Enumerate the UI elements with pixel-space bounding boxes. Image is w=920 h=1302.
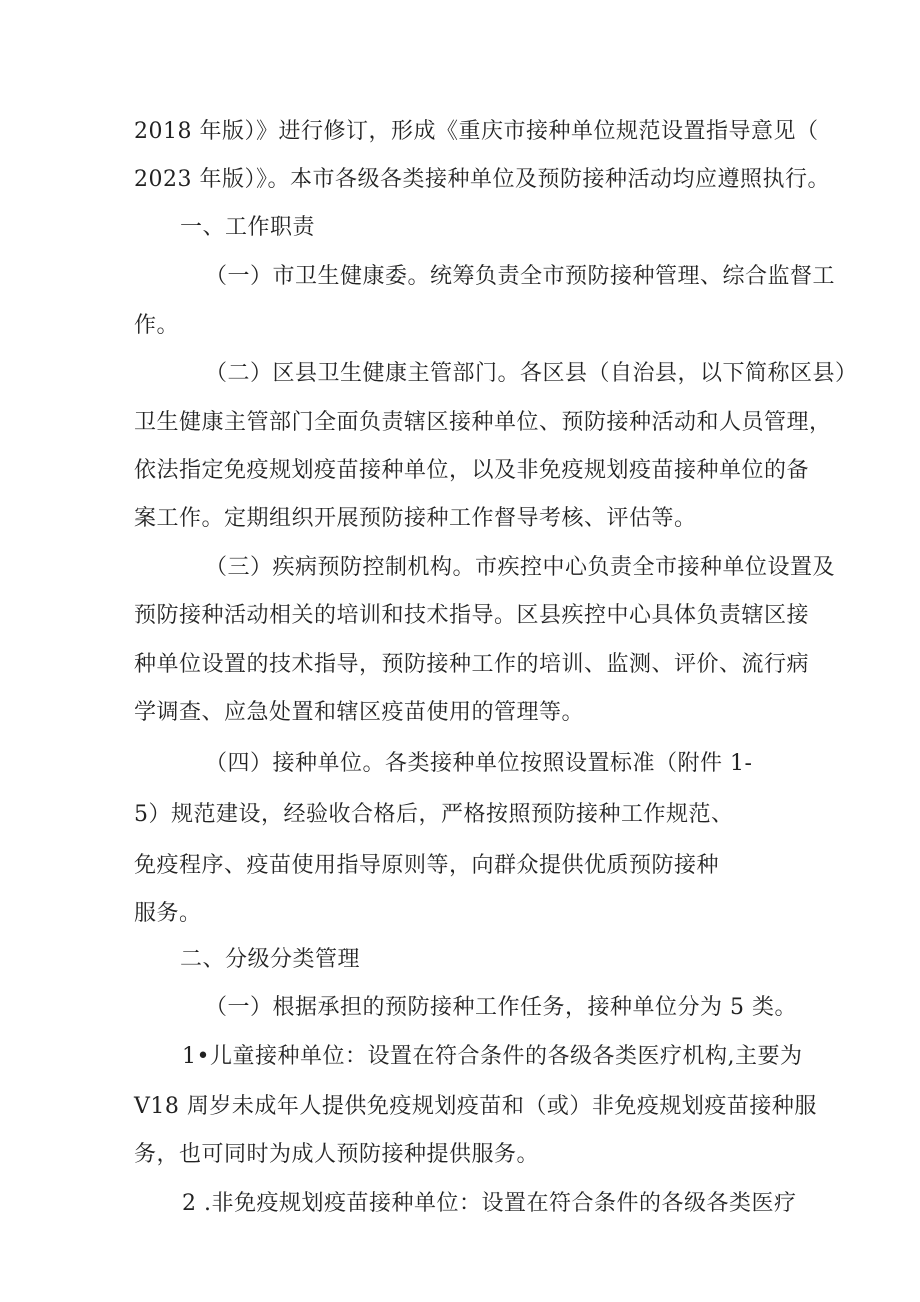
text-line: 预防接种活动相关的培训和技术指导。区县疾控中心具体负责辖区接 (134, 603, 810, 628)
text-line: 2023 年版）》。本市各级各类接种单位及预防接种活动均应遵照执行。 (134, 167, 830, 192)
text-line: V18 周岁未成年人提供免疫规划疫苗和（或）非免疫规划疫苗接种服 (134, 1094, 817, 1119)
text-line: 1•儿童接种单位：设置在符合条件的各级各类医疗机构,主要为 (182, 1044, 803, 1069)
text-line: 作。 (134, 313, 180, 338)
text-line: 依法指定免疫规划疫苗接种单位，以及非免疫规划疫苗接种单位的备 (134, 458, 810, 483)
text-line: 学调查、应急处置和辖区疫苗使用的管理等。 (134, 700, 585, 725)
text-line: 案工作。定期组织开展预防接种工作督导考核、评估等。 (134, 506, 697, 531)
section-heading: 二、分级分类管理 (180, 947, 361, 972)
text-line: （二）区县卫生健康主管部门。各区县（自治县，以下简称区县） (205, 361, 858, 386)
text-line: 服务。 (134, 901, 202, 926)
text-line: （四）接种单位。各类接种单位按照设置标准（附件 1- (205, 751, 753, 776)
section-heading: 一、工作职责 (180, 215, 316, 240)
text-line: （一）根据承担的预防接种工作任务，接种单位分为 5 类。 (205, 995, 797, 1020)
text-line: 5）规范建设，经验收合格后，严格按照预防接种工作规范、 (134, 802, 734, 827)
text-line: 卫生健康主管部门全面负责辖区接种单位、预防接种活动和人员管理， (134, 410, 832, 435)
text-line: 2 .非免疫规划疫苗接种单位：设置在符合条件的各级各类医疗 (182, 1191, 797, 1216)
text-line: 务，也可同时为成人预防接种提供服务。 (134, 1142, 540, 1167)
text-line: （一）市卫生健康委。统筹负责全市预防接种管理、综合监督工 (205, 264, 836, 289)
text-line: 免疫程序、疫苗使用指导原则等，向群众提供优质预防接种 (134, 853, 720, 878)
text-line: 2018 年版）》进行修订，形成《重庆市接种单位规范设置指导意见（ (134, 119, 819, 144)
text-line: 种单位设置的技术指导，预防接种工作的培训、监测、评价、流行病 (134, 652, 810, 677)
text-line: （三）疾病预防控制机构。市疾控中心负责全市接种单位设置及 (205, 555, 836, 580)
